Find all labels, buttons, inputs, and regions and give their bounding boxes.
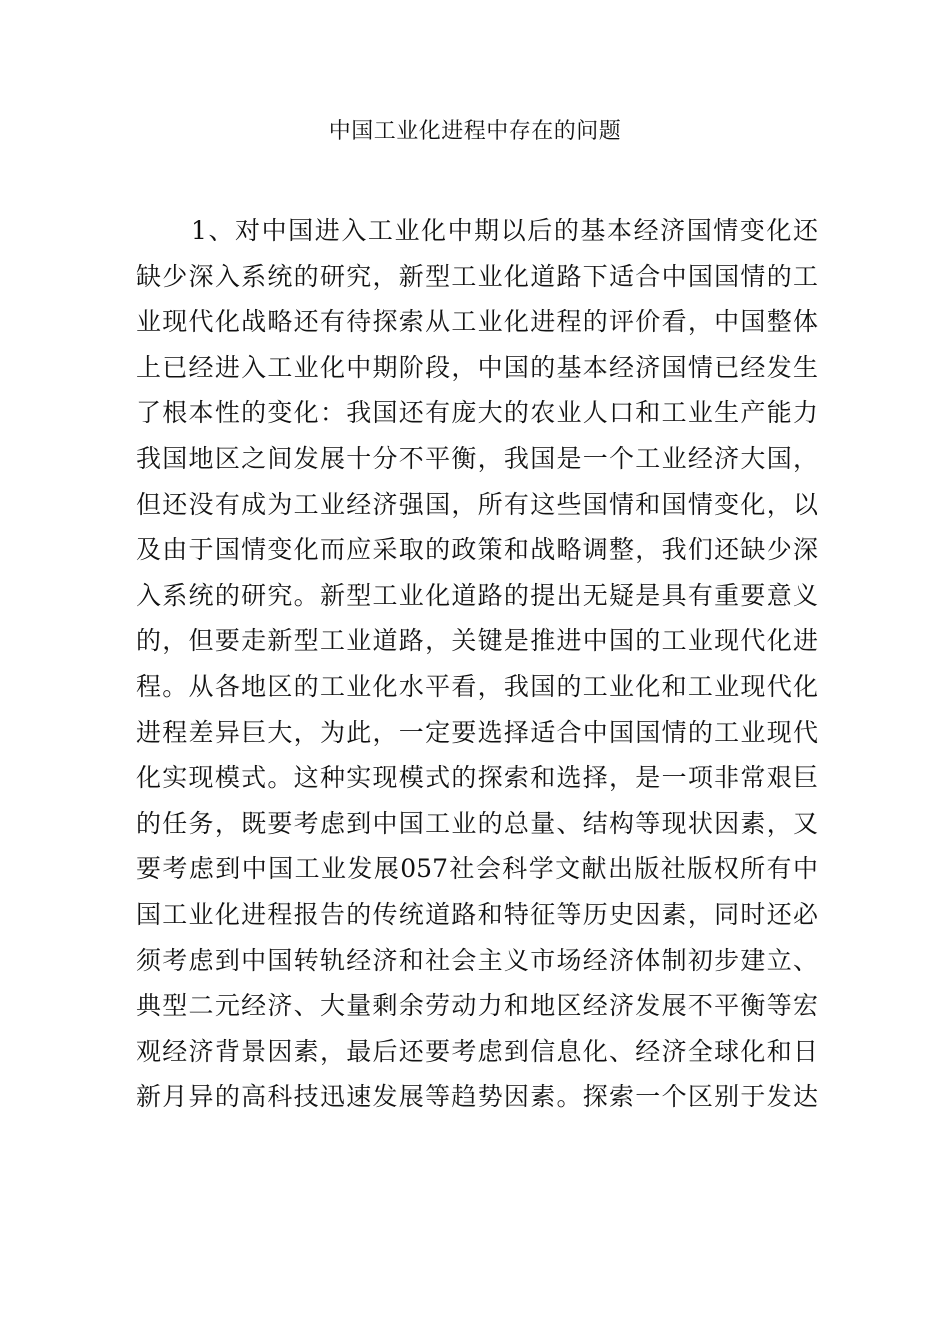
paragraph-line: 典型二元经济、大量剩余劳动力和地区经济发展不平衡等宏 (136, 991, 818, 1021)
paragraph-line: 业现代化战略还有待探索从工业化进程的评价看，中国整体 (136, 307, 818, 337)
paragraph (136, 208, 818, 1120)
paragraph-line: 进程差异巨大，为此，一定要选择适合中国国情的工业现代 (136, 717, 818, 747)
paragraph-line: 国工业化进程报告的传统道路和特征等历史因素，同时还必 (136, 899, 818, 929)
paragraph-line: 1、对中国进入工业化中期以后的基本经济国情变化还 (191, 216, 818, 245)
paragraph-line: 上已经进入工业化中期阶段，中国的基本经济国情已经发生 (136, 352, 818, 382)
paragraph-line: 的任务，既要考虑到中国工业的总量、结构等现状因素，又 (136, 808, 818, 838)
document-title: 中国工业化进程中存在的问题 (328, 119, 622, 144)
paragraph-line: 缺少深入系统的研究，新型工业化道路下适合中国国情的工 (136, 261, 818, 291)
paragraph-line: 化实现模式。这种实现模式的探索和选择，是一项非常艰巨 (136, 763, 818, 793)
paragraph-line: 及由于国情变化而应采取的政策和战略调整，我们还缺少深 (136, 535, 818, 565)
paragraph-line: 程。从各地区的工业化水平看，我国的工业化和工业现代化 (136, 671, 818, 701)
paragraph-line: 但还没有成为工业经济强国，所有这些国情和国情变化，以 (136, 489, 818, 519)
paragraph-line: 要考虑到中国工业发展057社会科学文献出版社版权所有中 (136, 854, 818, 884)
paragraph-line: 我国地区之间发展十分不平衡，我国是一个工业经济大国， (136, 443, 818, 473)
paragraph-line: 了根本性的变化：我国还有庞大的农业人口和工业生产能力 (136, 398, 818, 428)
paragraph-line: 观经济背景因素，最后还要考虑到信息化、经济全球化和日 (136, 1036, 818, 1066)
paragraph-line: 的，但要走新型工业道路，关键是推进中国的工业现代化进 (136, 626, 818, 656)
paragraph-line: 须考虑到中国转轨经济和社会主义市场经济体制初步建立、 (136, 945, 818, 975)
paragraph-line: 新月异的高科技迅速发展等趋势因素。探索一个区别于发达 (136, 1082, 818, 1112)
paragraph-line: 入系统的研究。新型工业化道路的提出无疑是具有重要意义 (136, 580, 818, 610)
